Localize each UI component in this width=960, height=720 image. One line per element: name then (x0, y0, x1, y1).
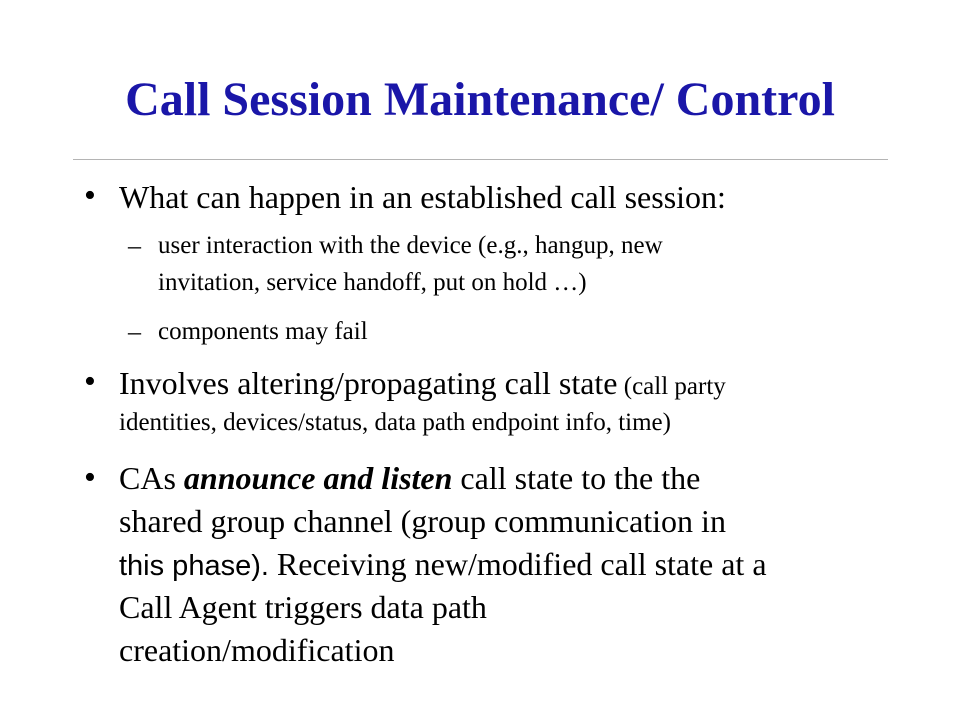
bullet-3-line-3b: Receiving new/modified call state at a (268, 546, 767, 582)
bullet-3-line-3 (119, 544, 767, 586)
bullet-3-line-1 (119, 458, 700, 498)
bullet-3-line-5: creation/modification (119, 632, 395, 668)
dash-marker: – (128, 231, 141, 260)
dash-marker: – (128, 317, 141, 346)
title-divider (73, 159, 888, 160)
bullet-3-suffix: call state to the the (452, 460, 701, 496)
bullet-3-emphasis: announce and listen (183, 460, 453, 496)
bullet-1-text: What can happen in an established call session: (119, 179, 726, 215)
sub-item-1-line-1: user interaction with the device (e.g., hangup, new (158, 232, 663, 259)
bullet-marker: • (84, 459, 96, 496)
bullet-3-prefix: CAs (119, 460, 184, 496)
bullet-3-line-4: Call Agent triggers data path (119, 589, 487, 625)
bullet-2-main: Involves altering/propagating call state (119, 365, 618, 401)
bullet-marker: • (84, 363, 96, 400)
bullet-3-line-3a: this phase). (119, 550, 269, 582)
slide-title: Call Session Maintenance/ Control (125, 73, 835, 126)
sub-item-1-line-2: invitation, service handoff, put on hold …) (158, 269, 587, 296)
bullet-2-line-1 (119, 363, 726, 407)
bullet-2-paren-start: (call party (617, 373, 726, 400)
bullet-2-line-2: identities, devices/status, data path endpoint info, time) (119, 409, 671, 436)
sub-item-2-line-1: components may fail (158, 318, 368, 345)
bullet-3-line-2: shared group channel (group communication in (119, 503, 726, 539)
bullet-marker: • (84, 177, 96, 214)
